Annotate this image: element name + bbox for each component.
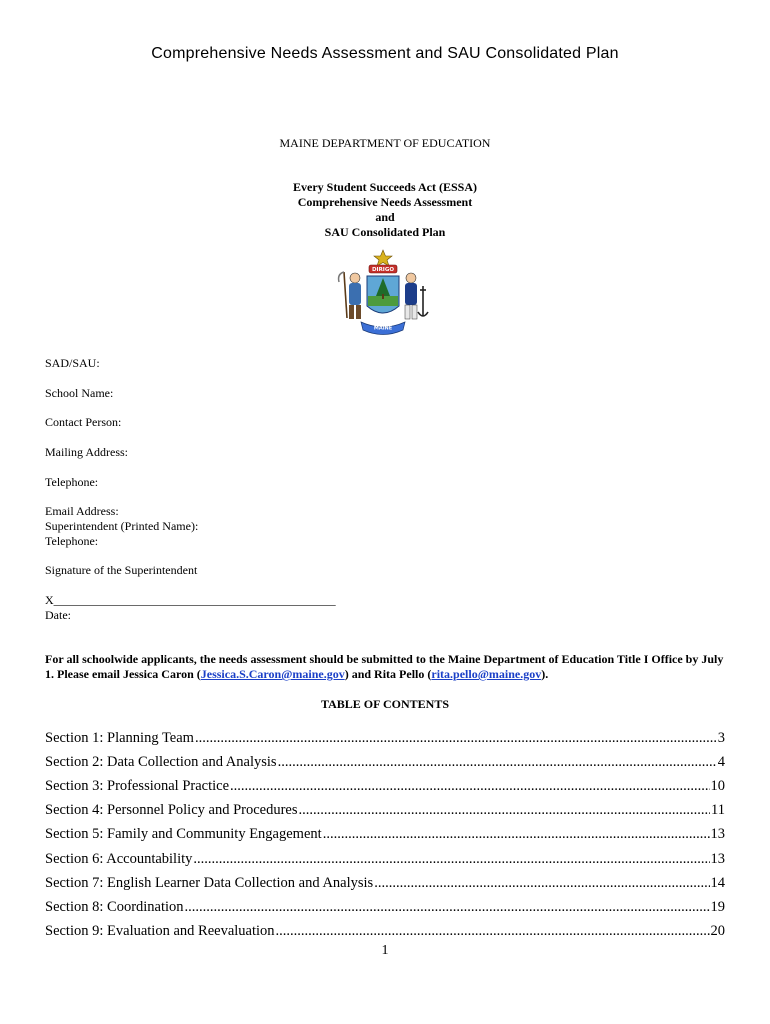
toc-entry-page: 10: [710, 778, 725, 794]
signature-line: X_______________________________________________: [45, 593, 336, 607]
maine-state-seal: [335, 248, 431, 340]
title-line-1: Every Student Succeeds Act (ESSA): [292, 180, 477, 194]
document-title: [0, 180, 770, 240]
email-link-jessica[interactable]: Jessica.S.Caron@maine.gov: [200, 667, 345, 681]
toc-entry[interactable]: [45, 851, 725, 871]
toc-entry-label: Section 8: Coordination: [45, 899, 184, 915]
toc-entry-page: 13: [710, 851, 725, 867]
toc-entry-page: 11: [711, 802, 725, 818]
toc-entry[interactable]: [45, 802, 725, 822]
toc-entry-page: 19: [710, 899, 725, 915]
toc-entry-page: 13: [710, 826, 725, 842]
toc-entry-label: Section 4: Personnel Policy and Procedures: [45, 802, 298, 818]
toc-entry-label: Section 5: Family and Community Engagement: [45, 826, 322, 842]
farmer-body: [349, 283, 361, 305]
toc-entry[interactable]: [45, 754, 725, 774]
svg-text:MAINE: MAINE: [373, 325, 393, 332]
superintendent-label: Superintendent (Printed Name):: [45, 519, 199, 533]
toc-entry-page: 3: [717, 730, 725, 746]
toc-entry-label: Section 6: Accountability: [45, 851, 193, 867]
email-link-rita[interactable]: rita.pello@maine.gov: [431, 667, 542, 681]
signature-label: Signature of the Superintendent: [45, 563, 198, 577]
seal-banner-text: DIRIGO: [371, 267, 395, 274]
sailor-head: [406, 273, 416, 283]
page-number: 1: [381, 943, 389, 958]
toc-entry[interactable]: [45, 899, 725, 919]
submission-notice: [45, 652, 735, 682]
seal-star-icon: [374, 250, 392, 266]
toc-entry-label: Section 3: Professional Practice: [45, 778, 230, 794]
toc-entry-label: Section 2: Data Collection and Analysis: [45, 754, 277, 770]
toc-entry[interactable]: [45, 778, 725, 798]
sad-sau-label: SAD/SAU:: [45, 356, 100, 370]
notice-text-3: ).: [541, 667, 549, 681]
toc-entry-label: Section 1: Planning Team: [45, 730, 194, 746]
toc-entry[interactable]: [45, 730, 725, 750]
scythe-icon: [344, 272, 347, 318]
department-name: MAINE DEPARTMENT OF EDUCATION: [279, 136, 491, 150]
email-address-label: Email Address:: [45, 504, 119, 518]
mailing-address-label: Mailing Address:: [45, 445, 128, 459]
toc-title: TABLE OF CONTENTS: [320, 697, 450, 711]
toc-entry-page: 14: [710, 875, 725, 891]
sailor-body: [405, 283, 417, 305]
notice-text-2: ) and Rita Pello (: [344, 667, 432, 681]
toc-entry-page: 20: [710, 923, 725, 939]
toc-entry[interactable]: [45, 826, 725, 846]
anchor-icon: [418, 286, 428, 316]
school-name-label: School Name:: [45, 386, 114, 400]
toc-entry-label: Section 9: Evaluation and Reevaluation: [45, 923, 275, 939]
date-label: Date:: [45, 608, 71, 622]
page-header: Comprehensive Needs Assessment and SAU Consolidated Plan: [151, 45, 619, 62]
telephone-2-label: Telephone:: [45, 534, 99, 548]
contact-person-label: Contact Person:: [45, 415, 122, 429]
toc-entry-label: Section 7: English Learner Data Collection and Analysis: [45, 875, 374, 891]
title-line-2: Comprehensive Needs Assessment: [297, 195, 473, 209]
toc-entry[interactable]: [45, 875, 725, 895]
notice-text-1: For all schoolwide applicants, the needs assessment should be submitted to the Maine Department of Education Title I Office by July 1. Please email Jessica Caron (: [45, 652, 724, 681]
title-line-4: SAU Consolidated Plan: [324, 225, 446, 239]
telephone-label: Telephone:: [45, 475, 99, 489]
title-line-3: and: [375, 210, 395, 224]
toc-entry-page: 4: [717, 754, 725, 770]
toc-entry[interactable]: [45, 923, 725, 943]
farmer-head: [350, 273, 360, 283]
